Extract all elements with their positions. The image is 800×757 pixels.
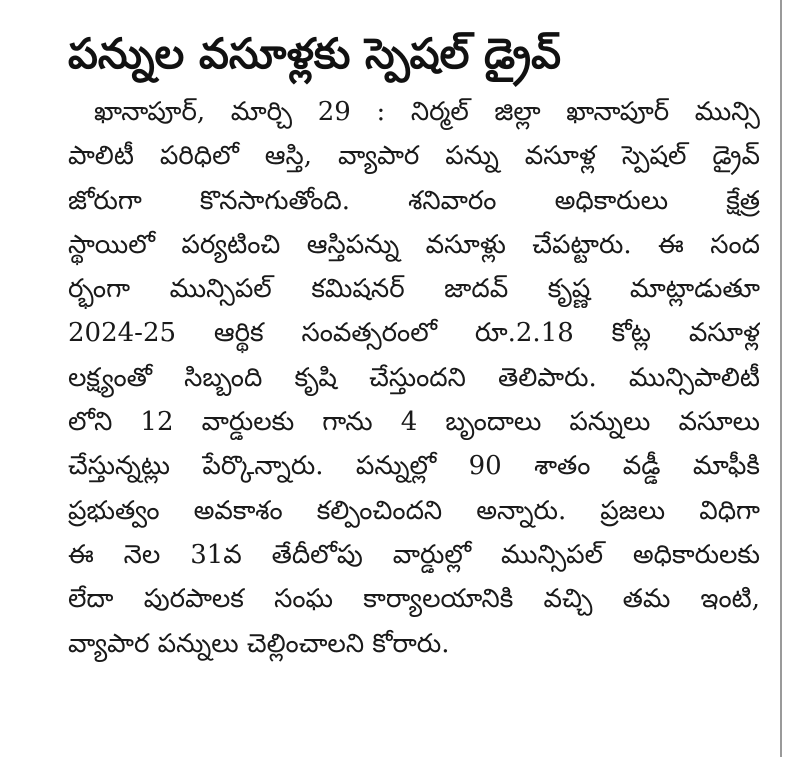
article-line: వ్యాపార పన్నులు చెల్లించాలని కోరారు. [68,628,450,659]
article-line: జోరుగా కొనసాగుతోంది. శనివారం అధికారులు క్షేత్ర [68,185,760,216]
article-line: ప్రభుత్వం అవకాశం కల్పించిందని అన్నారు. ప్రజలు విధిగా [68,495,760,526]
article-line: లక్ష్యంతో సిబ్బంది కృషి చేస్తుందని తెలిపారు. మున్సిపాలిటీ [68,362,760,393]
article-line: 2024-25 ఆర్థిక సంవత్సరంలో రూ.2.18 కోట్ల వసూళ్ల [68,318,760,349]
article-line: పాలిటీ పరిధిలో ఆస్తి, వ్యాపార పన్ను వసూళ్ల స్పెషల్ డ్రైవ్ [68,141,760,172]
article-line: ఈ నెల 31వ తేదీలోపు వార్డుల్లో మున్సిపల్ అధికారులకు [68,539,760,570]
article-line: ఖానాపూర్, మార్చి 29 : నిర్మల్ జిల్లా ఖానాపూర్ మున్సి [94,97,760,127]
article-line: ర్భంగా మున్సిపల్ కమిషనర్ జాదవ్ కృష్ణ మాట్లాడుతూ [68,274,760,305]
article-line: లోని 12 వార్డులకు గాను 4 బృందాలు పన్నులు వసూలు [68,407,760,438]
article-line: స్థాయిలో పర్యటించి ఆస్తిపన్ను వసూళ్లు చేపట్టారు. ఈ సంద [68,229,760,260]
article-headline: పన్నుల వసూళ్లకు స్పెషల్ డ్రైవ్ [68,29,561,78]
article-line: చేస్తున్నట్లు పేర్కొన్నారు. పన్నుల్లో 90 శాతం వడ్డీ మాఫీకి [68,451,760,482]
top-margin [0,0,800,18]
column-divider [780,0,782,757]
next-article-headline-cutoff [68,738,488,757]
article-body [68,90,760,666]
article-line: లేదా పురపాలక సంఘ కార్యాలయానికి వచ్చి తమ ఇంటి, [68,584,760,615]
